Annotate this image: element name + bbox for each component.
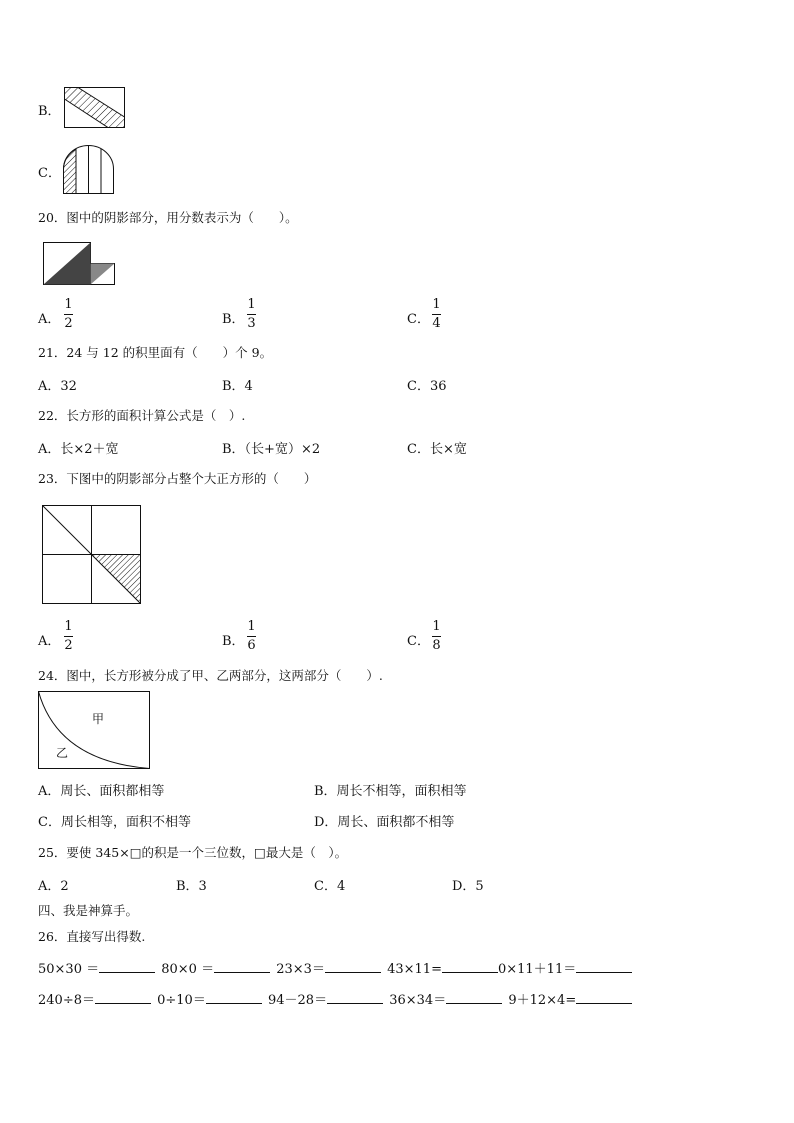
- numerator: 1: [247, 619, 256, 634]
- q24-label-yi: 乙: [56, 746, 69, 760]
- q25-option-c: C．4: [314, 879, 346, 894]
- q23-figure: [42, 505, 142, 605]
- calc-expression: 80×0 ＝: [161, 962, 215, 977]
- q20-option-c-fraction: [432, 298, 441, 331]
- section-title: 四、我是神算手。: [38, 903, 139, 918]
- q20-option-a-fraction: [64, 298, 73, 331]
- q24-label-jia: 甲: [92, 712, 105, 726]
- denominator: 2: [64, 316, 73, 331]
- calc-expression: 0×11＋11＝: [497, 962, 577, 977]
- q20-option-c-letter: C．: [407, 312, 430, 327]
- q20-figure: [43, 242, 117, 286]
- q22-option-a: A．长×2＋宽: [38, 442, 119, 457]
- denominator: 4: [432, 316, 441, 331]
- q22-text: 22．长方形的面积计算公式是（ ）.: [38, 408, 246, 423]
- answer-blank[interactable]: [99, 960, 155, 973]
- answer-blank[interactable]: [327, 991, 383, 1004]
- q19-option-c-figure: [63, 145, 115, 195]
- q20-option-b-fraction: [247, 298, 256, 331]
- q19-option-c-letter: C．: [38, 166, 61, 181]
- q24-option-a: A．周长、面积都相等: [38, 784, 165, 799]
- q25-option-d: D．5: [452, 879, 484, 894]
- q21-option-b: B．4: [222, 379, 253, 394]
- q23-option-a-fraction: [64, 620, 73, 653]
- answer-blank[interactable]: [442, 960, 498, 973]
- denominator: 2: [64, 638, 73, 653]
- answer-blank[interactable]: [325, 960, 381, 973]
- q25-option-b: B．3: [176, 879, 207, 894]
- q19-option-b-letter: B．: [38, 104, 61, 119]
- q23-option-b-letter: B．: [222, 634, 245, 649]
- q21-text: 21．24 与 12 的积里面有（ ）个 9。: [38, 345, 273, 360]
- q23-option-b-fraction: [247, 620, 256, 653]
- denominator: 3: [247, 316, 256, 331]
- calc-expression: 9＋12×4=: [508, 993, 577, 1008]
- answer-blank[interactable]: [206, 991, 262, 1004]
- q23-text: 23．下图中的阴影部分占整个大正方形的（ ）: [38, 471, 317, 486]
- answer-blank[interactable]: [214, 960, 270, 973]
- answer-blank[interactable]: [446, 991, 502, 1004]
- denominator: 8: [432, 638, 441, 653]
- calc-expression: 43×11=: [387, 962, 442, 977]
- denominator: 6: [247, 638, 256, 653]
- calc-row-2: [38, 989, 632, 1008]
- answer-blank[interactable]: [576, 960, 632, 973]
- q20-option-a-letter: A．: [38, 312, 61, 327]
- calc-expression: 23×3＝: [276, 962, 325, 977]
- calc-expression: 0÷10＝: [157, 993, 206, 1008]
- calc-expression: 94－28＝: [267, 993, 328, 1008]
- answer-blank[interactable]: [95, 991, 151, 1004]
- q23-option-c-fraction: [432, 620, 441, 653]
- q19-option-b-figure: [64, 87, 126, 129]
- calc-row-1: [38, 958, 632, 977]
- q21-option-c: C．36: [407, 379, 447, 394]
- q24-text: 24．图中，长方形被分成了甲、乙两部分，这两部分（ ）.: [38, 668, 383, 683]
- q23-option-a-letter: A．: [38, 634, 61, 649]
- q25-option-a: A．2: [38, 879, 69, 894]
- numerator: 1: [64, 619, 73, 634]
- q20-option-b-letter: B．: [222, 312, 245, 327]
- calc-expression: 50×30 ＝: [38, 962, 100, 977]
- q26-text: 26．直接写出得数.: [38, 929, 146, 944]
- q22-option-b: B．（长+宽）×2: [222, 442, 321, 457]
- calc-expression: 36×34＝: [389, 993, 447, 1008]
- q23-option-c-letter: C．: [407, 634, 430, 649]
- q20-text: 20．图中的阴影部分，用分数表示为（ ）。: [38, 210, 298, 225]
- q22-option-c: C．长×宽: [407, 442, 467, 457]
- numerator: 1: [64, 297, 73, 312]
- numerator: 1: [432, 297, 441, 312]
- q21-option-a: A．32: [38, 379, 77, 394]
- q24-option-b: B．周长不相等，面积相等: [314, 784, 467, 799]
- numerator: 1: [432, 619, 441, 634]
- q25-text: 25．要使 345×□的积是一个三位数，□最大是（ ）。: [38, 845, 348, 860]
- answer-blank[interactable]: [576, 991, 632, 1004]
- q24-option-c: C．周长相等，面积不相等: [38, 815, 191, 830]
- numerator: 1: [247, 297, 256, 312]
- calc-expression: 240÷8＝: [38, 993, 95, 1008]
- q24-option-d: D．周长、面积都不相等: [314, 815, 455, 830]
